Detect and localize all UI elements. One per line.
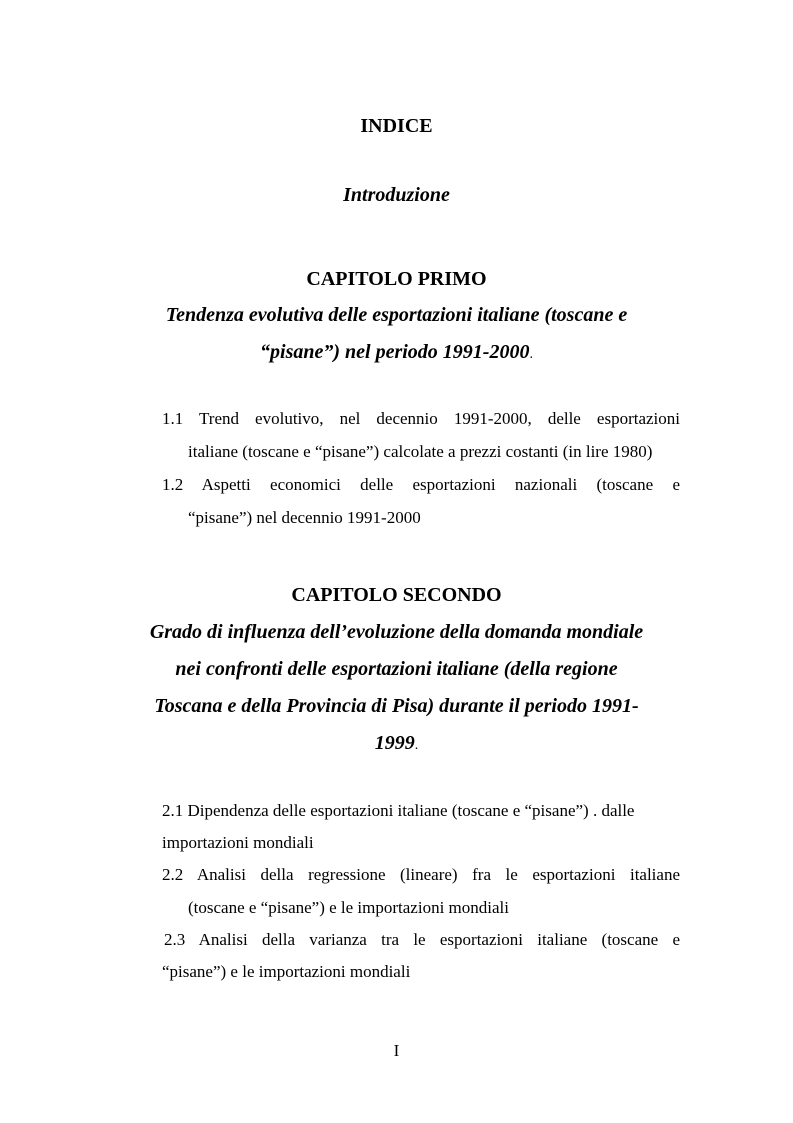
- toc-entry-1-1-line1[interactable]: 1.1 Trend evolutivo, nel decennio 1991-2000, delle esportazioni: [162, 409, 680, 428]
- page-number: I: [393, 1041, 400, 1060]
- toc-entry-1-2-line1[interactable]: 1.2 Aspetti economici delle esportazioni nazionali (toscane e: [162, 475, 680, 494]
- toc-entry-2-3-line2[interactable]: “pisane”) e le importazioni mondiali: [162, 962, 411, 981]
- chapter2-title-line1: Grado di influenza dell’evoluzione della domanda mondiale: [149, 621, 644, 643]
- index-heading: INDICE: [360, 115, 433, 137]
- chapter1-title-line1: Tendenza evolutiva delle esportazioni italiane (toscane e: [165, 304, 628, 326]
- chapter2-label: CAPITOLO SECONDO: [291, 584, 502, 606]
- toc-entry-2-2-line1[interactable]: 2.2 Analisi della regressione (lineare) fra le esportazioni italiane: [162, 865, 680, 884]
- chapter1-label: CAPITOLO PRIMO: [306, 268, 487, 290]
- chapter2-title-line4: 1999.: [374, 732, 419, 754]
- toc-entry-2-1-line1[interactable]: 2.1 Dipendenza delle esportazioni italiane (toscane e “pisane”) . dalle: [162, 801, 635, 820]
- toc-entry-2-3-line1[interactable]: 2.3 Analisi della varianza tra le esportazioni italiane (toscane e: [164, 930, 680, 949]
- chapter2-title-line2: nei confronti delle esportazioni italiane (della regione: [175, 658, 618, 680]
- chapter2-title-line3: Toscana e della Provincia di Pisa) durante il periodo 1991-: [154, 695, 639, 717]
- toc-entry-2-2-line2[interactable]: (toscane e “pisane”) e le importazioni mondiali: [188, 898, 509, 917]
- toc-entry-1-2-line2[interactable]: “pisane”) nel decennio 1991-2000: [188, 508, 421, 527]
- toc-entry-2-1-line2[interactable]: importazioni mondiali: [162, 833, 314, 852]
- introduction-title: Introduzione: [343, 184, 450, 206]
- chapter1-title-line2: “pisane”) nel periodo 1991-2000.: [260, 341, 533, 363]
- toc-entry-1-1-line2[interactable]: italiane (toscane e “pisane”) calcolate a prezzi costanti (in lire 1980): [188, 442, 653, 461]
